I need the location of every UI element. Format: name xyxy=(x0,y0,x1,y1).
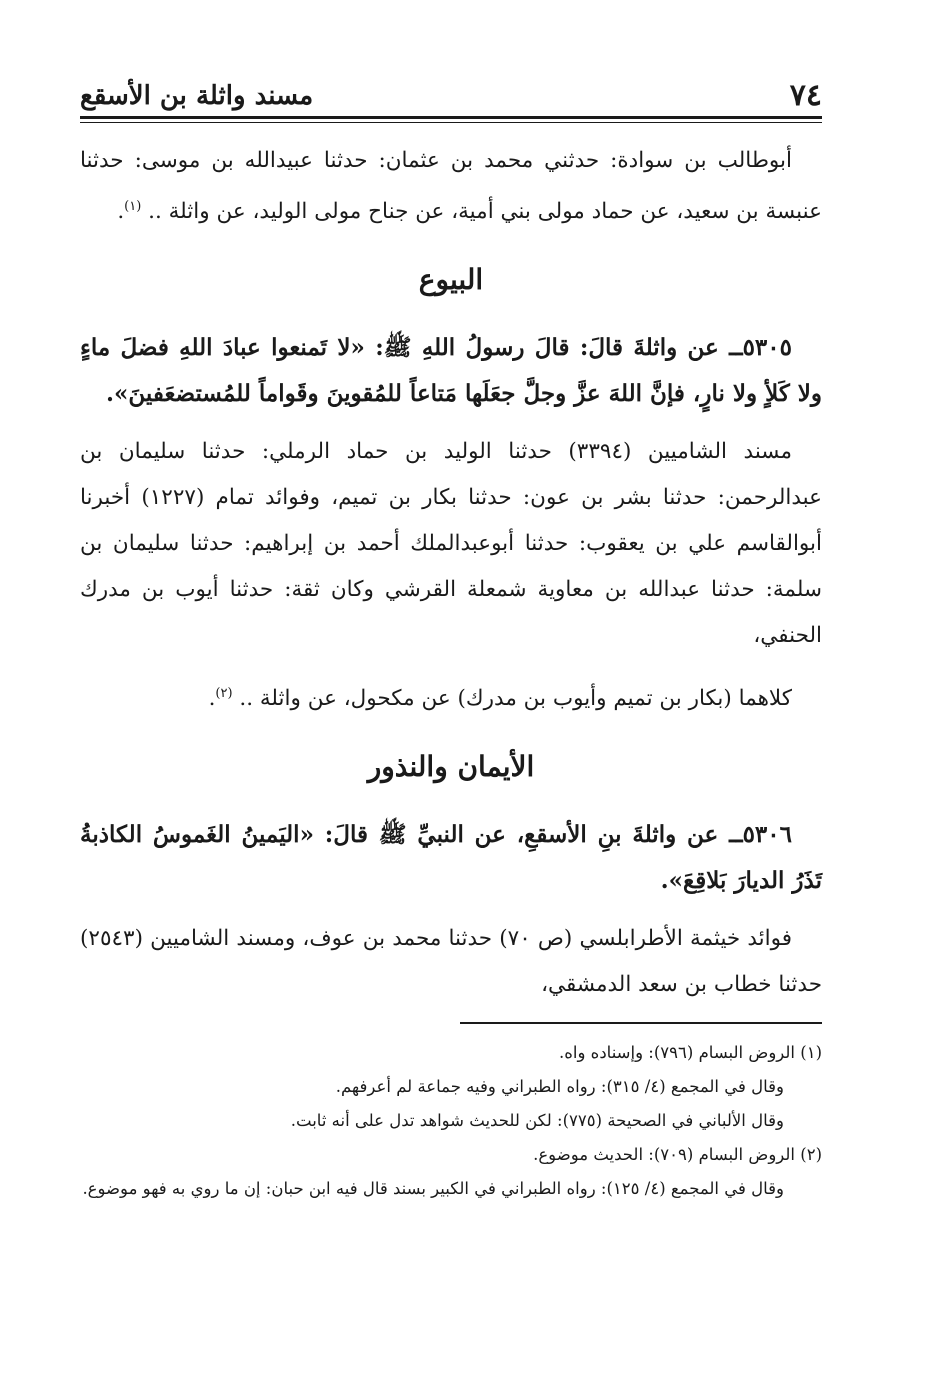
header-rule-thin xyxy=(80,122,822,123)
section-heading-sales: البيوع xyxy=(418,263,484,297)
section-heading-oaths: الأيمان والنذور xyxy=(367,750,535,784)
page-header xyxy=(80,76,822,116)
running-title: مسند واثلة بن الأسقع xyxy=(80,81,314,111)
hadith-5306: ٥٣٠٦ــ عن واثلةَ بنِ الأسقعِ، عن النبيِّ ﷺ قالَ: «اليَمينُ الغَموسُ الكاذبةُ تَذَرُ الديارَ بَلاقِعَ». xyxy=(80,821,822,895)
footnote-ref-1: (١) xyxy=(124,199,142,214)
footnote-1-line-3: وقال الألباني في الصحيحة (٧٧٥): لكن للحديث شواهد تدل على أنه ثابت. xyxy=(290,1111,784,1130)
hadith-5305: ٥٣٠٥ــ عن واثلةَ قالَ: قالَ رسولُ اللهِ ﷺ: «لا تَمنعوا عبادَ اللهِ فضلَ ماءٍ ولا كَلأٍ ولا نارٍ، فإنَّ اللهَ عزَّ وجلَّ جعَلَها مَتاعاً للمُقوينَ وقَواماً للمُستضعَفينَ». xyxy=(80,334,822,408)
footnote-separator xyxy=(460,1022,822,1024)
paragraph-isnad-4: فوائد خيثمة الأطرابلسي (ص ٧٠) حدثنا محمد بن عوف، ومسند الشاميين (٢٥٤٣) حدثنا خطاب بن سعد الدمشقي، xyxy=(80,926,822,998)
footnote-2-line-2: وقال في المجمع (٤/ ١٢٥): رواه الطبراني في الكبير بسند قال فيه ابن حبان: إن ما روي به فهو موضوع. xyxy=(82,1179,784,1198)
footnote-1: (١) الروض البسام (٧٩٦): وإسناده واه. xyxy=(558,1043,822,1062)
paragraph-isnad-2: مسند الشاميين (٣٣٩٤) حدثنا الوليد بن حماد الرملي: حدثنا سليمان بن عبدالرحمن: حدثنا بشر بن عون: حدثنا بكار بن تميم، وفوائد تمام (١٢٢٧) أخبرنا أبوالقاسم علي بن يعقوب: حدثنا أبوعبدالملك أحمد بن إبراهيم: حدثنا سليمان بن سلمة: حدثنا عبدالله بن معاوية شمعلة القرشي وكان ثقة: حدثنا أيوب بن مدرك الحنفي، xyxy=(80,439,822,649)
footnotes xyxy=(80,1036,822,1206)
footnote-1-line-2: وقال في المجمع (٤/ ٣١٥): رواه الطبراني وفيه جماعة لم أعرفهم. xyxy=(335,1077,784,1096)
page-number: ٧٤ xyxy=(789,78,822,113)
header-rule-thick xyxy=(80,116,822,119)
paragraph-isnad-3: كلاهما (بكار بن تميم وأيوب بن مدرك) عن مكحول، عن واثلة .. $^{(٢)}$. xyxy=(208,686,792,712)
footnote-ref-2: (٢) xyxy=(215,686,233,702)
main-text xyxy=(80,138,822,1008)
paragraph-isnad-1: أبوطالب بن سوادة: حدثني محمد بن عثمان: حدثنا عبيدالله بن موسى: حدثنا عنبسة بن سعيد، عن حماد مولى بني أمية، عن جناح مولى الوليد، عن واثلة .. $^{(١)}$. xyxy=(80,148,822,225)
footnote-2: (٢) الروض البسام (٧٠٩): الحديث موضوع. xyxy=(533,1145,822,1164)
